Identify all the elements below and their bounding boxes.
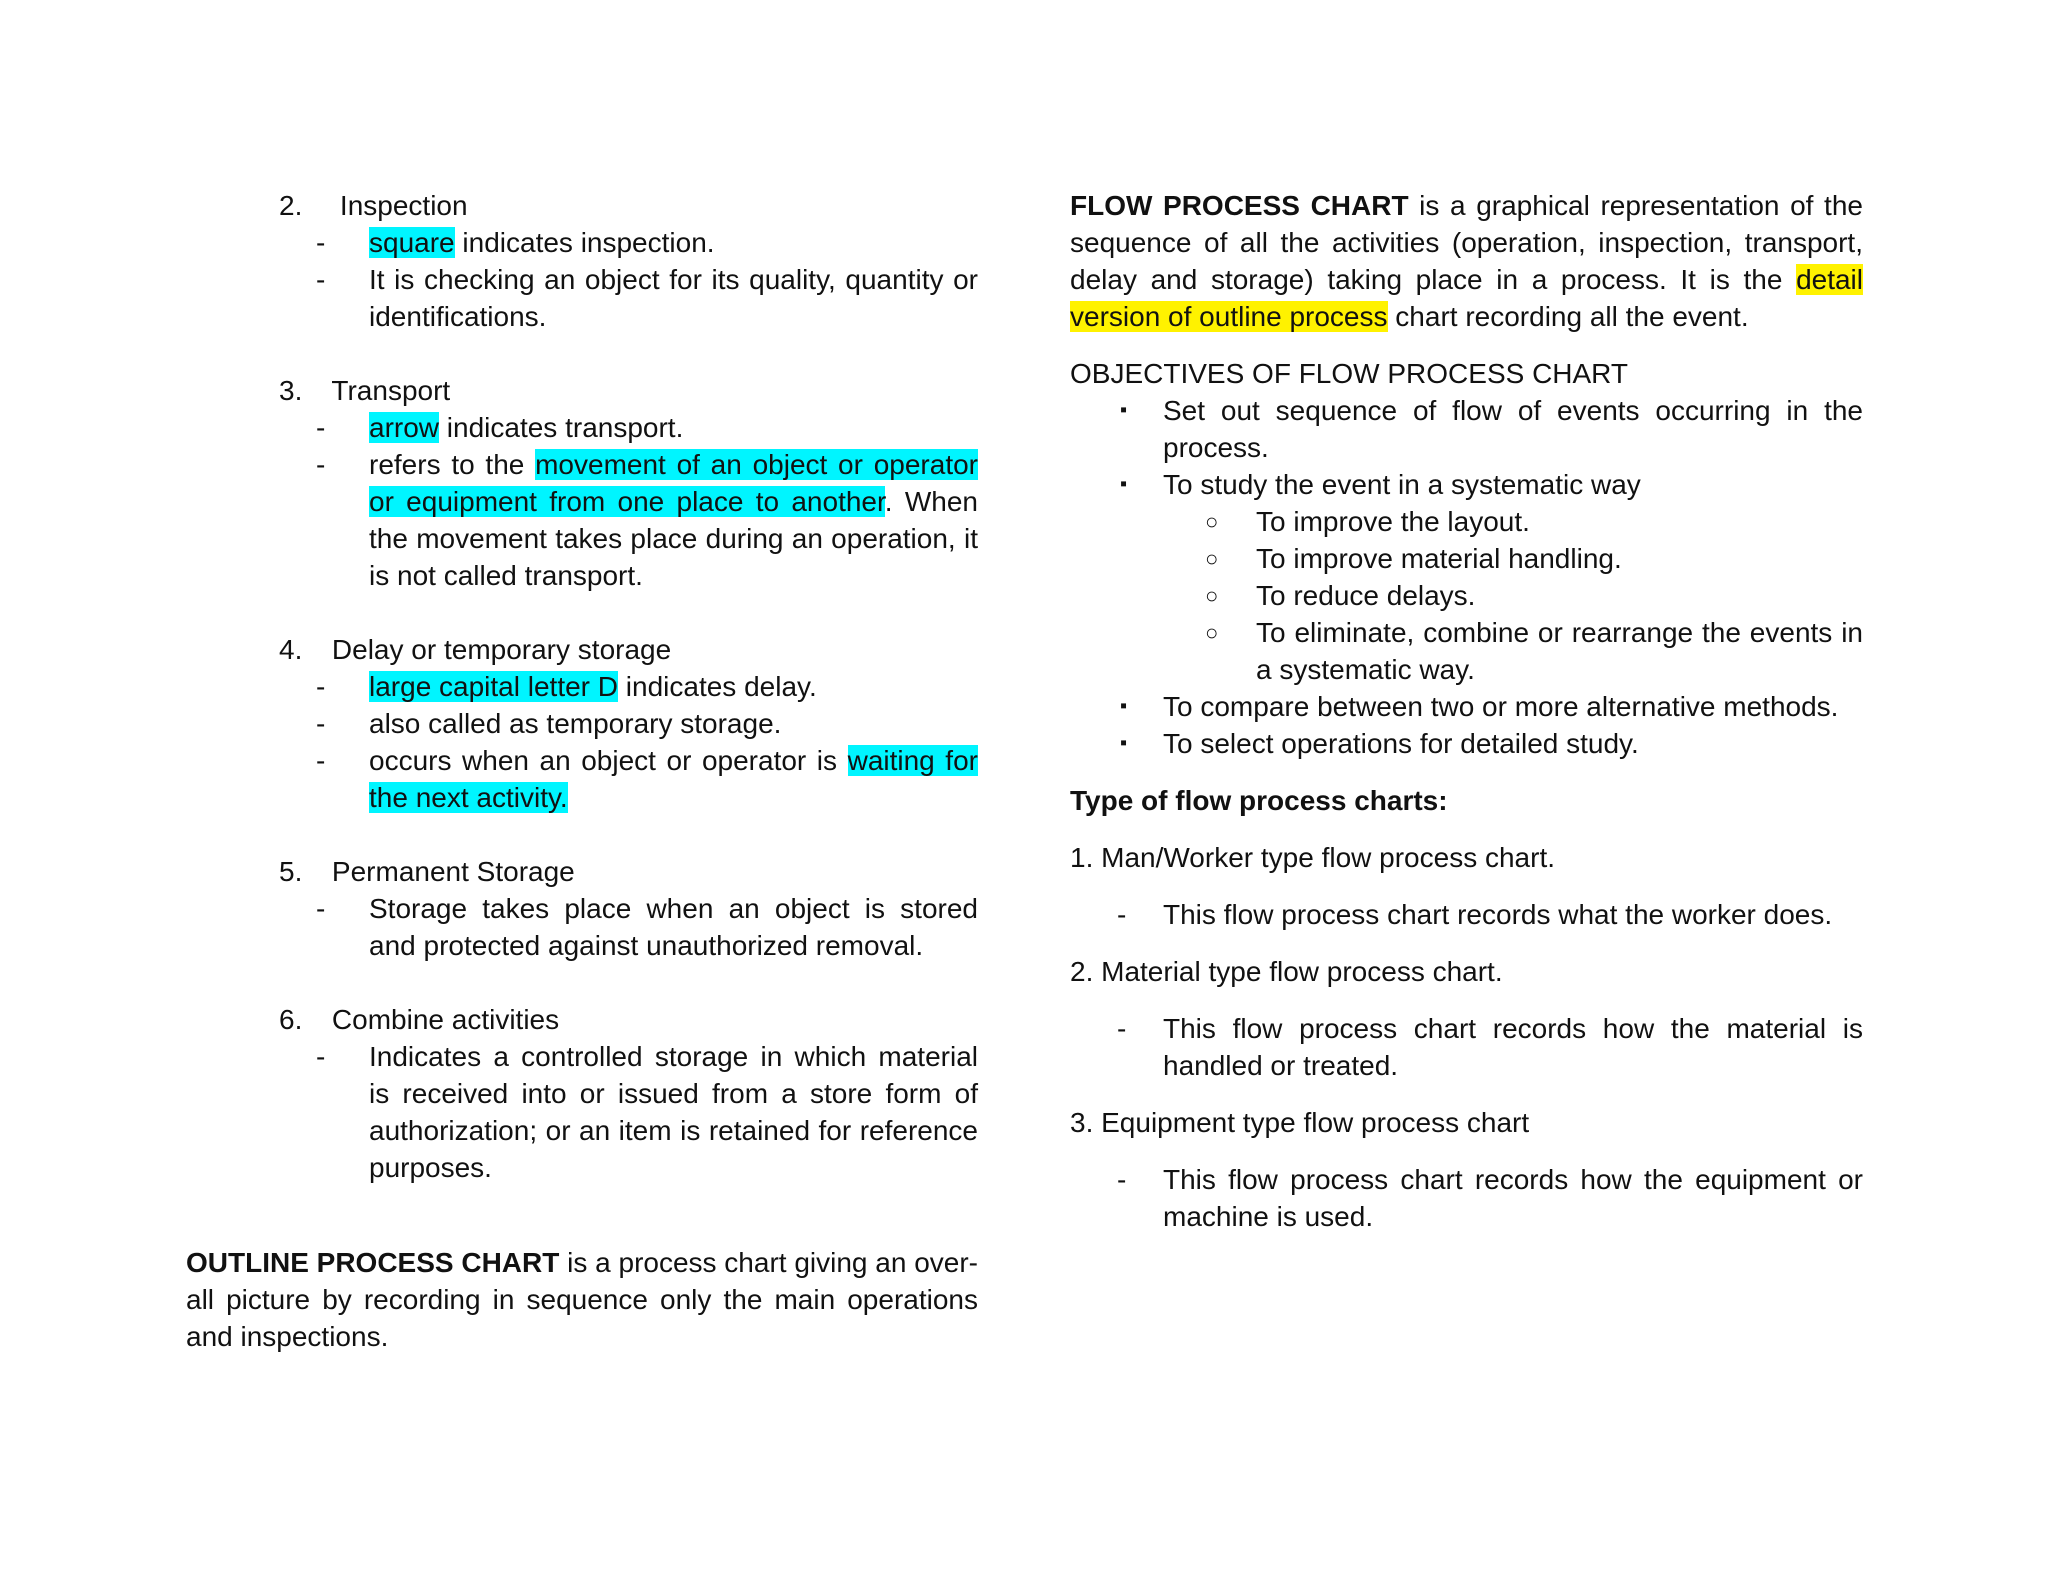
list-item: - also called as temporary storage. (316, 708, 782, 739)
list-item: ○ To improve the layout. (1163, 503, 1863, 540)
highlighted-text: large capital letter D (369, 671, 619, 702)
chart-type-title: 2. Material type flow process chart. (1070, 956, 1503, 987)
item-title: Permanent Storage (331, 856, 575, 887)
item-number: 3. (279, 375, 303, 406)
list-item: ▪ Set out sequence of flow of events occurring in the process. (1070, 392, 1863, 466)
chart-type-title: 3. Equipment type flow process chart (1070, 1107, 1530, 1138)
highlighted-text: arrow (369, 412, 440, 443)
highlighted-text: movement of an object or operator or equipment from one place to another (369, 449, 978, 517)
bullet-list (186, 668, 978, 816)
list-item: - occurs when an object or operator is waiting for the next activity. (316, 745, 978, 813)
chart-type-material (1070, 953, 1863, 1084)
list-item: - refers to the movement of an object or operator or equipment from one place to another. When the movement takes place during an operation, it is not called transport. (316, 449, 979, 591)
types-heading: Type of flow process charts: (1070, 785, 1448, 816)
circle-bullet-icon: ○ (1205, 546, 1219, 571)
highlighted-text: detail version of outline process (1070, 264, 1863, 332)
item-title: Combine activities (331, 1004, 560, 1035)
list-item: ▪ To compare between two or more alternative methods. (1070, 688, 1863, 725)
item-number: 2. (279, 190, 303, 221)
square-bullet-icon: ▪ (1120, 695, 1128, 717)
flow-process-chart-paragraph: FLOW PROCESS CHART is a graphical representation of the sequence of all the activities (operation, inspection, transport, delay and storage) taking place in a process. It is the detail version of outline process chart recording all the event. (1070, 190, 1863, 332)
circle-bullet-icon: ○ (1205, 583, 1219, 608)
bullet-list (186, 890, 978, 964)
square-bullet-icon: ▪ (1120, 399, 1128, 421)
list-item: ○ To improve material handling. (1163, 540, 1863, 577)
chart-type-title: 1. Man/Worker type flow process chart. (1070, 842, 1555, 873)
chart-type-description: - This flow process chart records how the material is handled or treated. (1117, 1013, 1863, 1081)
item-number: 6. (279, 1004, 303, 1035)
list-item: - Indicates a controlled storage in which material is received into or issued from a store form of authorization; or an item is retained for reference purposes. (316, 1041, 978, 1183)
sub-objectives-list (1163, 503, 1863, 688)
chart-type-man-worker (1070, 839, 1863, 933)
item-title: Delay or temporary storage (331, 634, 672, 665)
item-number: 5. (279, 856, 303, 887)
objectives-list (1070, 392, 1863, 762)
objectives-heading: OBJECTIVES OF FLOW PROCESS CHART (1070, 358, 1629, 389)
highlighted-text: square (369, 227, 455, 258)
bullet-list (186, 224, 978, 335)
list-item: ○ To eliminate, combine or rearrange the events in a systematic way. (1163, 614, 1863, 688)
bullet-list (186, 409, 978, 594)
circle-bullet-icon: ○ (1205, 509, 1219, 534)
list-item: ▪ To select operations for detailed study. (1070, 725, 1863, 762)
item-title: Transport (331, 375, 451, 406)
list-item: - It is checking an object for its quality, quantity or identifications. (316, 264, 978, 332)
numbered-item-combine-activities (186, 1001, 978, 1186)
list-item: ○ To reduce delays. (1163, 577, 1863, 614)
list-item: - large capital letter D indicates delay. (316, 671, 817, 702)
list-item: - square indicates inspection. (316, 227, 715, 258)
square-bullet-icon: ▪ (1120, 473, 1128, 495)
list-item: - Storage takes place when an object is stored and protected against unauthorized removal. (316, 893, 978, 961)
chart-type-description: - This flow process chart records how the equipment or machine is used. (1117, 1164, 1863, 1232)
highlighted-text: waiting for the next activity. (369, 745, 978, 813)
list-item: ▪ To study the event in a systematic way ○ To improve the layout. ○ To improve material handling. ○ To reduce delays. ○ To eliminate, combine or rearrange the events in a systematic way. (1070, 466, 1863, 688)
circle-bullet-icon: ○ (1205, 620, 1219, 645)
numbered-item-permanent-storage (186, 853, 978, 964)
term-outline-process-chart: OUTLINE PROCESS CHART (186, 1247, 560, 1278)
chart-type-equipment (1070, 1104, 1863, 1235)
term-flow-process-chart: FLOW PROCESS CHART (1070, 190, 1409, 221)
list-item: - arrow indicates transport. (316, 412, 684, 443)
numbered-item-inspection (186, 187, 978, 335)
numbered-item-delay (186, 631, 978, 816)
numbered-item-transport (186, 372, 978, 594)
chart-type-description: - This flow process chart records what the worker does. (1117, 899, 1833, 930)
item-number: 4. (279, 634, 303, 665)
square-bullet-icon: ▪ (1120, 732, 1128, 754)
item-title: Inspection (339, 190, 468, 221)
bullet-list (186, 1038, 978, 1186)
left-column (186, 187, 978, 1355)
outline-process-chart-paragraph: OUTLINE PROCESS CHART is a process chart giving an over-all picture by recording in sequence only the main operations and inspections. (186, 1247, 978, 1352)
right-column (1070, 187, 1863, 1235)
